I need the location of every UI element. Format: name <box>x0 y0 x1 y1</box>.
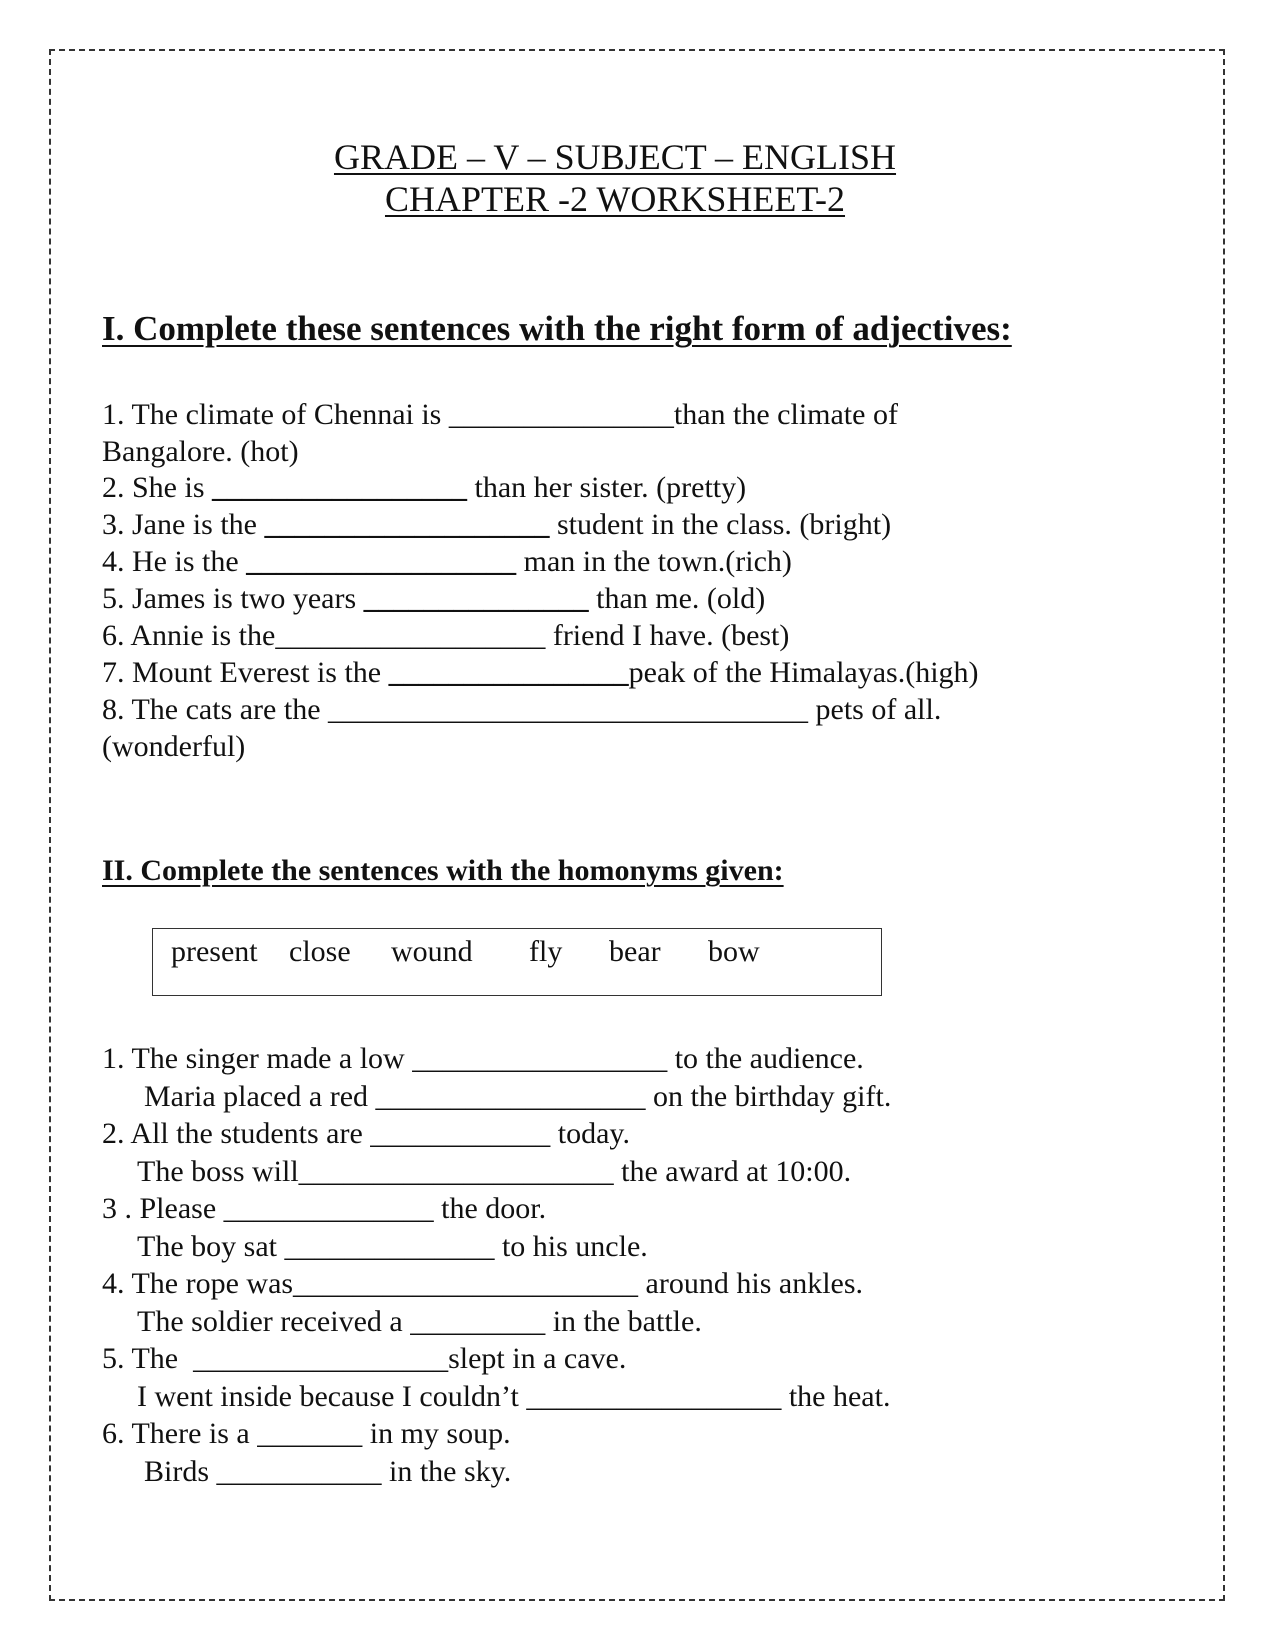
s2-line-4b: The soldier received a _________ in the battle. <box>137 1305 702 1338</box>
answer-blank[interactable]: ________________ <box>388 656 629 689</box>
s1-line-8b <box>102 728 245 766</box>
s1-line-7 <box>102 654 979 692</box>
s1-line-2 <box>102 469 746 507</box>
worksheet-title: GRADE – V – SUBJECT – ENGLISH <box>333 137 897 177</box>
word-bank-item: bear <box>609 935 661 968</box>
s1-text: than her sister. (pretty) <box>467 471 747 504</box>
s1-text: than the climate of <box>673 398 898 431</box>
s2-line-4a: 4. The rope was_______________________ around his ankles. <box>102 1267 864 1300</box>
s2-line-3b: The boy sat ______________ to his uncle. <box>137 1230 648 1263</box>
s1-text: 6. Annie is the <box>102 619 276 652</box>
s1-text: than me. (old) <box>588 582 766 615</box>
s2-line-1b: Maria placed a red __________________ on the birthday gift. <box>144 1080 892 1113</box>
s1-line-3 <box>102 506 891 544</box>
s1-text: 7. Mount Everest is the <box>102 656 389 689</box>
s1-line-8 <box>102 691 941 729</box>
s1-text: friend I have. (best) <box>545 619 790 652</box>
s1-text: peak of the Himalayas.(high) <box>628 656 979 689</box>
s1-line-5 <box>102 580 765 618</box>
word-bank-box <box>152 928 882 996</box>
s2-line-6a: 6. There is a _______ in my soup. <box>102 1417 511 1450</box>
word-bank-list <box>171 933 760 971</box>
answer-blank[interactable]: _______________ <box>363 582 589 615</box>
answer-blank[interactable]: ___________________ <box>264 508 550 541</box>
s1-text: 3. Jane is the <box>102 508 265 541</box>
s1-line-6 <box>102 617 789 655</box>
s1-text: 1. The climate of Chennai is <box>102 398 449 431</box>
s2-line-2b: The boss will_____________________ the award at 10:00. <box>137 1155 852 1188</box>
s1-text: 4. He is the <box>102 545 247 578</box>
answer-blank[interactable]: _______________ <box>448 398 674 431</box>
s2-line-5a: 5. The _________________slept in a cave. <box>102 1342 627 1375</box>
s2-line-3a: 3 . Please ______________ the door. <box>102 1192 547 1225</box>
word-bank-item: present <box>171 935 258 968</box>
answer-blank[interactable]: __________________ <box>246 545 517 578</box>
s1-text: man in the town.(rich) <box>516 545 792 578</box>
word-bank-item: fly <box>529 935 563 968</box>
s2-line-6b: Birds ___________ in the sky. <box>144 1455 512 1488</box>
answer-blank[interactable]: __________________ <box>275 619 546 652</box>
s1-line-4 <box>102 543 792 581</box>
s1-text: 8. The cats are the <box>102 693 329 726</box>
s2-line-1a: 1. The singer made a low _________________ to the audience. <box>102 1042 864 1075</box>
word-bank-item: bow <box>708 935 760 968</box>
answer-blank[interactable]: ________________________________ <box>328 693 809 726</box>
s1-line-1 <box>102 396 898 434</box>
section1-heading: I. Complete these sentences with the right form of adjectives: <box>102 309 1012 348</box>
s1-text: 2. She is <box>102 471 213 504</box>
worksheet-subtitle: CHAPTER -2 WORKSHEET-2 <box>384 179 846 219</box>
s1-text: 5. James is two years <box>102 582 364 615</box>
s1-text: (wonderful) <box>102 730 246 763</box>
s1-text: pets of all. <box>808 693 942 726</box>
section2-heading: II. Complete the sentences with the homonyms given: <box>102 854 784 887</box>
s1-text: student in the class. (bright) <box>549 508 892 541</box>
s2-line-2a: 2. All the students are ____________ today. <box>102 1117 630 1150</box>
s2-line-5b: I went inside because I couldn’t _________________ the heat. <box>137 1380 891 1413</box>
s1-line-1b <box>102 433 299 471</box>
s1-text: Bangalore. (hot) <box>102 435 299 468</box>
word-bank-item: wound <box>391 935 473 968</box>
answer-blank[interactable]: _________________ <box>212 471 468 504</box>
word-bank-item: close <box>289 935 351 968</box>
